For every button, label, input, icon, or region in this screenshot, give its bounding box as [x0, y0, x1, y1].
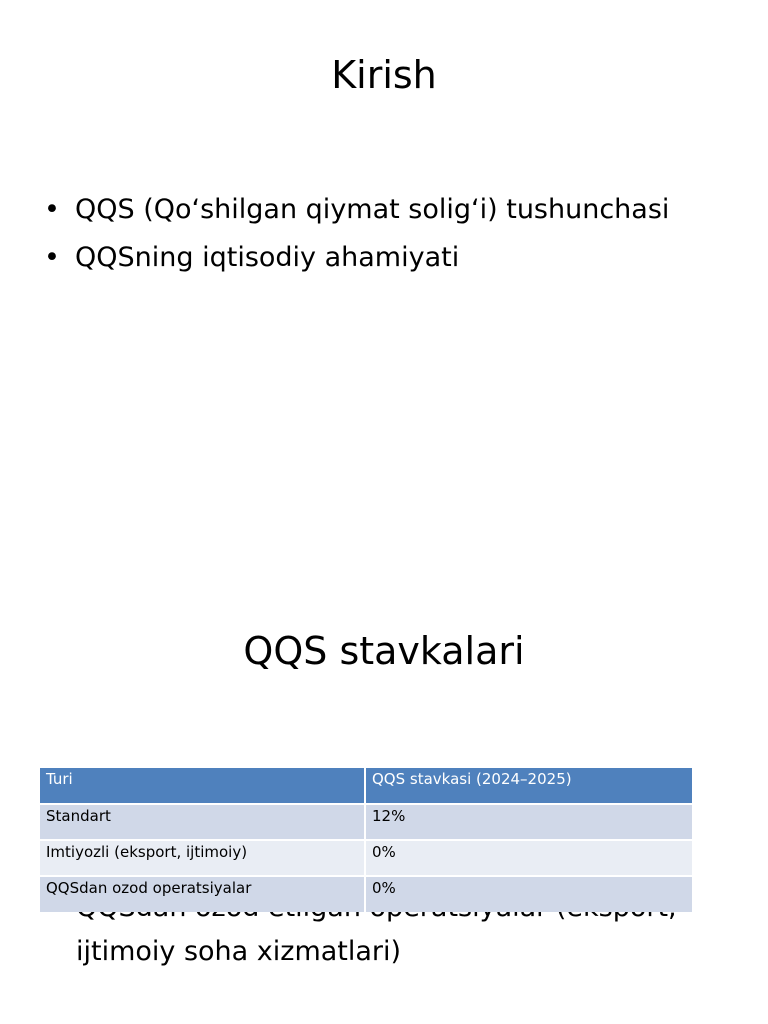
- column-header-type: Turi: [40, 768, 365, 804]
- column-header-rate: QQS stavkasi (2024–2025): [365, 768, 692, 804]
- cell-type: QQSdan ozod operatsiyalar: [40, 876, 365, 912]
- bullet-text: QQS (Qo‘shilgan qiymat solig‘i) tushunchasi: [75, 194, 670, 225]
- bullet-dot-icon: •: [44, 242, 60, 273]
- cell-rate: 0%: [365, 876, 692, 912]
- cell-rate: 0%: [365, 840, 692, 876]
- table-row: [40, 876, 692, 912]
- cell-type: Standart: [40, 804, 365, 840]
- slide-title: Kirish: [331, 53, 437, 97]
- bullet-item: [44, 186, 724, 234]
- rates-table: [40, 768, 692, 912]
- slide-qqs-stavkalari: [0, 576, 768, 1024]
- cell-rate: 12%: [365, 804, 692, 840]
- bullet-dot-icon: •: [44, 194, 60, 225]
- bullet-text: QQSning iqtisodiy ahamiyati: [75, 242, 460, 273]
- bullet-item: [44, 234, 724, 282]
- slide-title: QQS stavkalari: [243, 629, 525, 673]
- cell-type: Imtiyozli (eksport, ijtimoiy): [40, 840, 365, 876]
- table-header-row: [40, 768, 692, 804]
- table-row: [40, 804, 692, 840]
- table-row: [40, 840, 692, 876]
- bullet-list: [44, 186, 724, 282]
- overlapped-text-line: ijtimoiy soha xizmatlari): [76, 936, 402, 967]
